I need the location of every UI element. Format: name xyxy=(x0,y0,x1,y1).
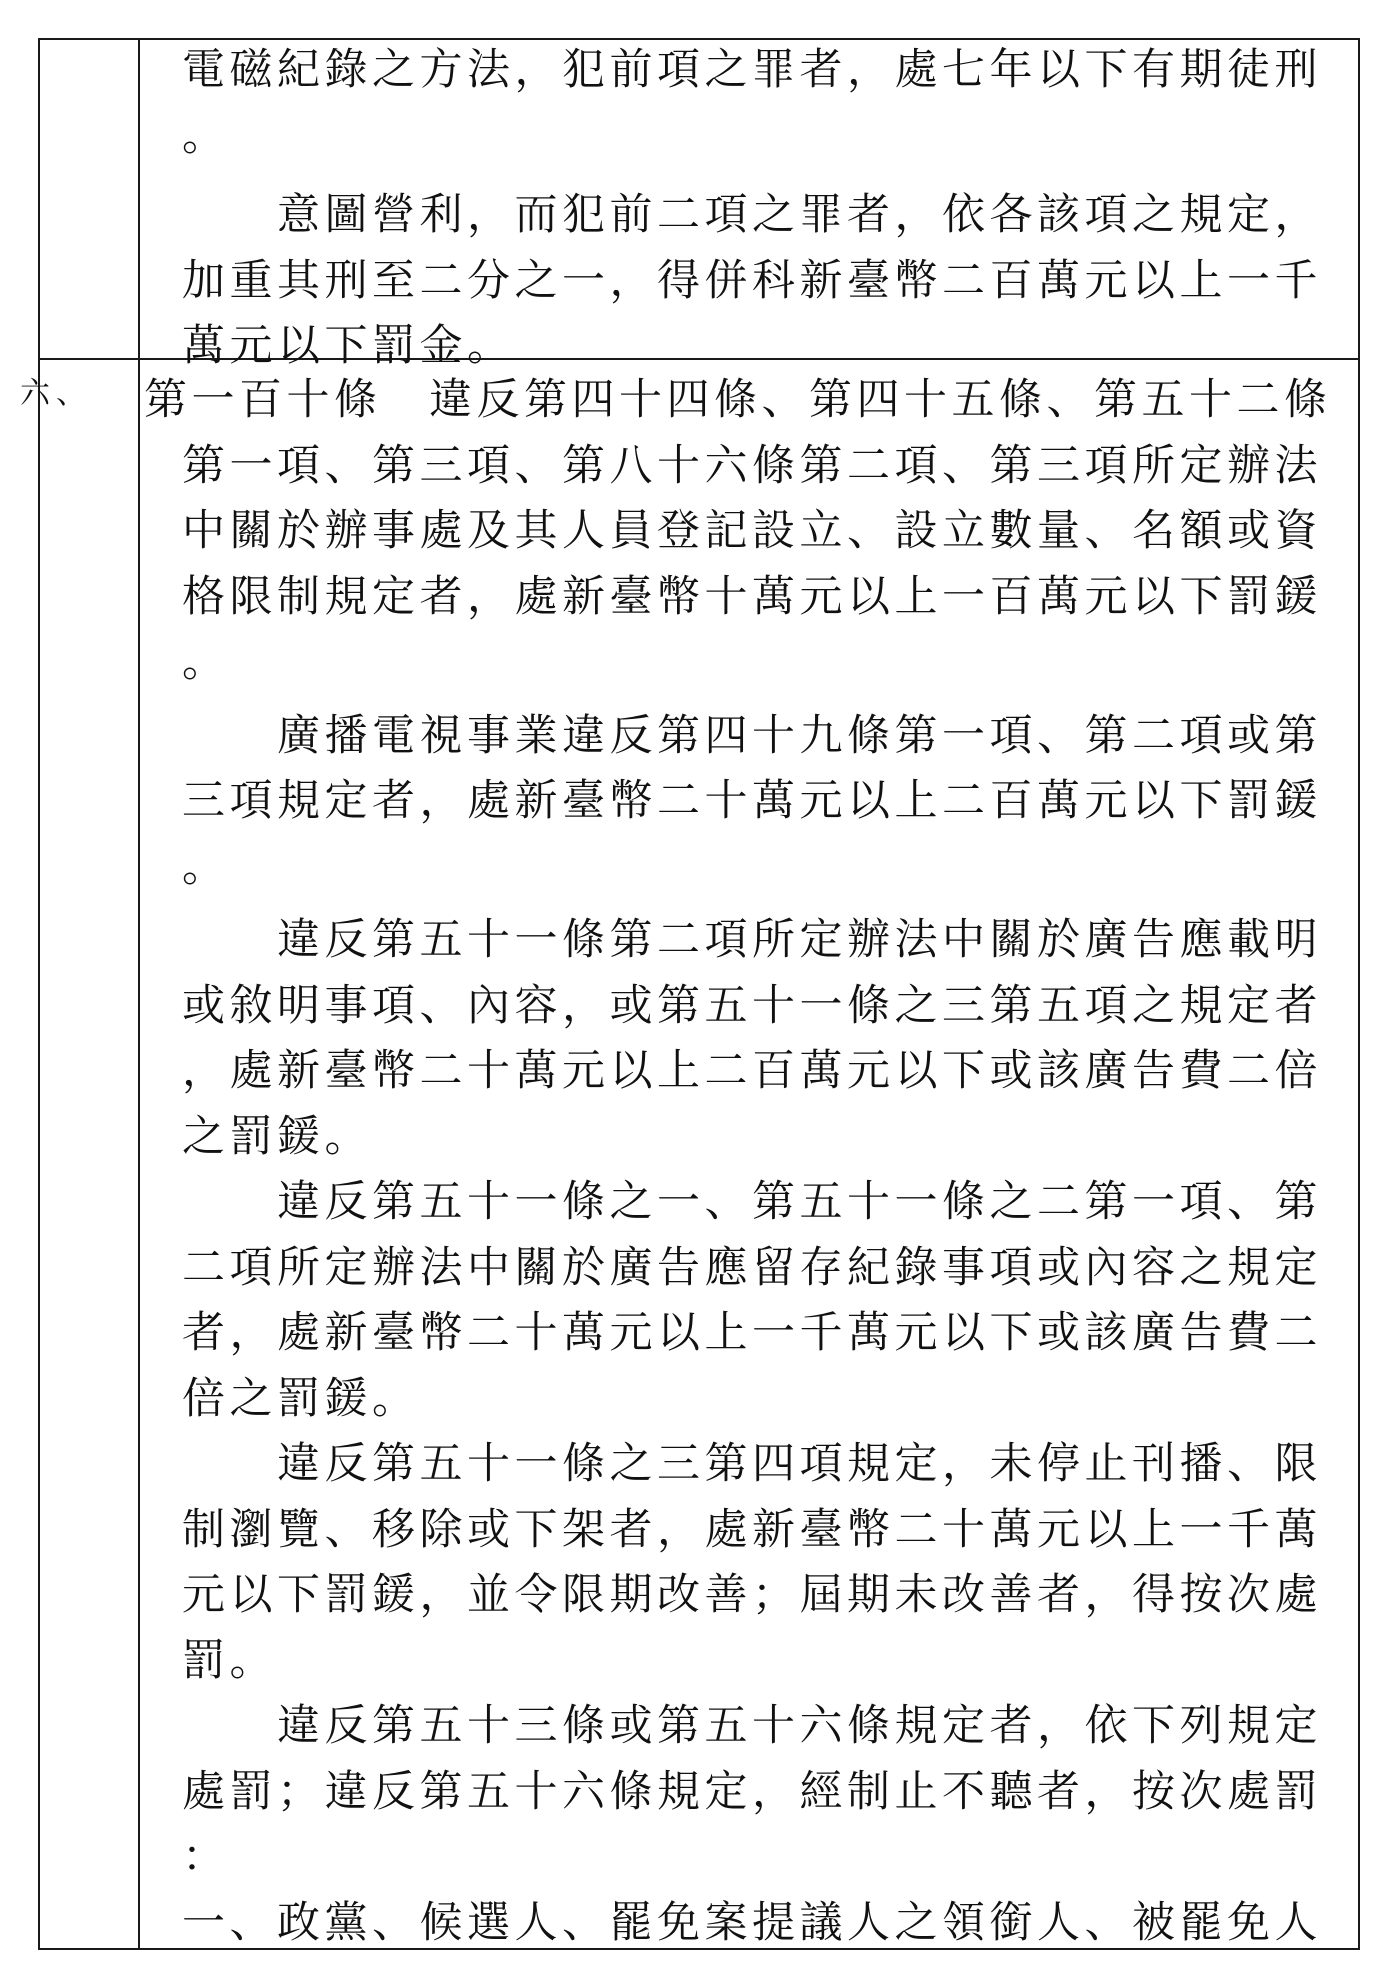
text-line: 二項所定辦法中關於廣告應留存紀錄事項或內容之規定 xyxy=(182,1242,1322,1293)
item-number: 六、 xyxy=(20,376,92,411)
text-line: ： xyxy=(182,1832,230,1882)
text-line: 電磁紀錄之方法，犯前項之罪者，處七年以下有期徒刑 xyxy=(182,45,1322,95)
text-line: 違反第五十三條或第五十六條規定者，依下列規定 xyxy=(182,1701,1322,1751)
text-line: 。 xyxy=(182,841,230,892)
text-line: 之罰鍰。 xyxy=(182,1111,372,1162)
text-line: 倍之罰鍰。 xyxy=(182,1373,420,1424)
text-line: 加重其刑至二分之一，得併科新臺幣二百萬元以上一千 xyxy=(182,255,1322,306)
text-line: 制瀏覽、移除或下架者，處新臺幣二十萬元以上一千萬 xyxy=(182,1504,1322,1555)
text-line: 違反第五十一條第二項所定辦法中關於廣告應載明 xyxy=(182,915,1322,965)
article-heading-line: 第一百十條 違反第四十四條、第四十五條、第五十二條 xyxy=(144,375,1332,425)
row-2-content xyxy=(144,368,1332,1956)
text-line: 違反第五十一條之三第四項規定，未停止刊播、限 xyxy=(182,1439,1322,1489)
text-line: 元以下罰鍰，並令限期改善；屆期未改善者，得按次處 xyxy=(182,1570,1322,1620)
paragraph-gap xyxy=(182,696,1322,704)
text-line: 罰。 xyxy=(182,1635,277,1686)
row-1-content xyxy=(182,38,1322,380)
text-line: 違反第五十一條之一、第五十一條之二第一項、第 xyxy=(182,1177,1322,1227)
text-line: 或敘明事項、內容，或第五十一條之三第五項之規定者 xyxy=(182,980,1322,1031)
text-line: 一、政黨、候選人、罷免案提議人之領銜人、被罷免人 xyxy=(182,1897,1322,1948)
text-line: 萬元以下罰金。 xyxy=(182,321,515,371)
column-divider xyxy=(138,40,140,1948)
text-line: ，處新臺幣二十萬元以上二百萬元以下或該廣告費二倍 xyxy=(182,1046,1322,1096)
text-line: 處罰；違反第五十六條規定，經制止不聽者，按次處罰 xyxy=(182,1766,1322,1817)
text-line: 。 xyxy=(182,110,230,161)
text-line: 第一項、第三項、第八十六條第二項、第三項所定辦法 xyxy=(182,440,1322,491)
text-line: 中關於辦事處及其人員登記設立、設立數量、名額或資 xyxy=(182,506,1322,556)
text-line: 三項規定者，處新臺幣二十萬元以上二百萬元以下罰鍰 xyxy=(182,776,1322,826)
text-line: 格限制規定者，處新臺幣十萬元以上一百萬元以下罰鍰 xyxy=(182,571,1322,622)
text-line: 。 xyxy=(182,637,230,687)
text-line: 者，處新臺幣二十萬元以上一千萬元以下或該廣告費二 xyxy=(182,1308,1322,1358)
paragraph-gap xyxy=(182,169,1322,183)
text-line: 意圖營利，而犯前二項之罪者，依各該項之規定， xyxy=(182,190,1322,240)
text-line: 廣播電視事業違反第四十九條第一項、第二項或第 xyxy=(182,710,1322,761)
paragraph-gap xyxy=(182,900,1322,908)
